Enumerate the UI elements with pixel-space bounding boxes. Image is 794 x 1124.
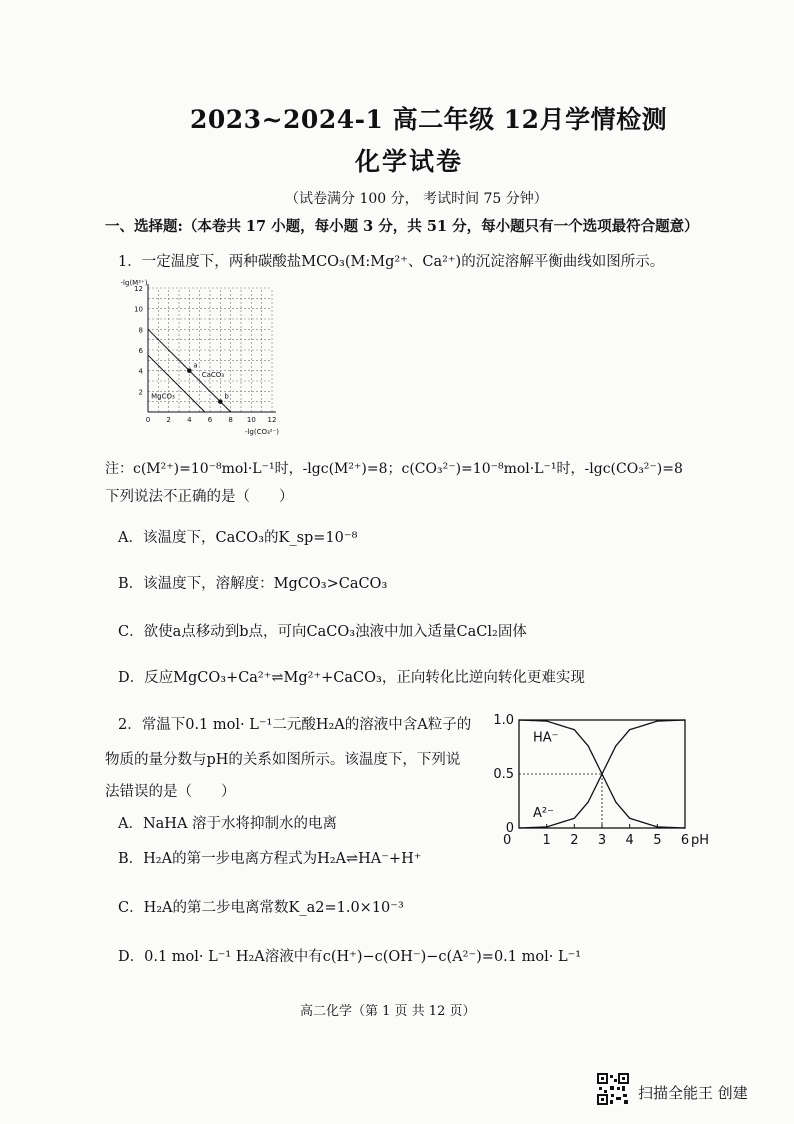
x-tick-label: 6 [680,833,690,848]
x-unit-label: pH [691,833,710,848]
q1-ask: 下列说法不正确的是（ ） [105,489,294,505]
exam-subject: 化学试卷 [355,147,464,176]
a2-label: A²⁻ [533,806,554,822]
y-tick-label: 12 [134,285,143,293]
q1-option-b: B．该温度下，溶解度：MgCO₃>CaCO₃ [118,576,388,592]
q1-option-a: A．该温度下，CaCO₃的K_sp=10⁻⁸ [118,530,358,546]
y-tick-label: 1.0 [493,713,514,728]
q2-option-b: B．H₂A的第一步电离方程式为H₂A⇌HA⁻+H⁺ [118,851,422,867]
q2-line-3: 法错误的是（ ） [105,784,236,800]
y-tick-label: 0 [505,821,514,836]
q2-line-1: 2．常温下0.1 mol· L⁻¹二元酸H₂A的溶液中含A粒子的 [118,717,472,733]
point-b [218,399,223,404]
x-tick-label: 4 [625,833,634,848]
q1-option-c: C．欲使a点移动到b点，可向CaCO₃浊液中加入适量CaCl₂固体 [118,624,527,640]
q1-stem: 1．一定温度下，两种碳酸盐MCO₃(M:Mg²⁺、Ca²⁺)的沉淀溶解平衡曲线如图所示。 [118,254,665,270]
y-axis-label: -lg(M²⁺) [120,279,148,287]
q1-solubility-chart [100,276,290,436]
x-tick-label: 1 [542,833,551,848]
y-tick-label: 6 [138,347,143,355]
point-b-label: b [224,392,229,401]
caco3-label: CaCO₃ [201,370,225,379]
exam-title: 2023~2024-1 高二年级 12月学情检测 [190,105,668,134]
q1-chart-plot [121,279,280,436]
point-a-label: a [193,361,198,370]
q2-chart-plot [493,713,709,848]
x-tick-label: 6 [207,416,213,424]
q1-note: 注：c(M²⁺)=10⁻⁸mol·L⁻¹时，-lgc(M²⁺)=8；c(CO₃²⁻)=10⁻⁸mol·L⁻¹时，-lgc(CO₃²⁻)=8 [105,461,683,477]
q1-option-d: D．反应MgCO₃+Ca²⁺⇌Mg²⁺+CaCO₃，正向转化比逆向转化更难实现 [118,670,585,686]
page-footer: 高二化学（第 1 页 共 12 页） [300,1004,476,1019]
y-tick-label: 4 [138,367,143,376]
q2-option-d: D．0.1 mol· L⁻¹ H₂A溶液中有c(H⁺)−c(OH⁻)−c(A²⁻)=0.1 mol· L⁻¹ [118,949,582,965]
scanner-watermark: 扫描全能王 创建 [638,1084,748,1102]
qr-code-icon [597,1073,629,1105]
x-tick-label: 4 [187,416,192,424]
x-tick-label: 8 [228,416,233,424]
x-axis-label: -lg(CO₃²⁻) [244,428,280,436]
x-tick-label: 3 [597,833,607,848]
y-tick-label: 0.5 [493,767,514,782]
origin-label: 0 [503,833,512,848]
x-tick-label: 5 [653,833,662,848]
exam-meta: （试卷满分 100 分， 考试时间 75 分钟） [285,191,548,207]
mgco3-label: MgCO₃ [151,392,175,401]
point-a [187,368,192,373]
x-tick-label: 2 [166,416,171,424]
q2-line-2: 物质的量分数与pH的关系如图所示。该温度下，下列说 [105,752,461,768]
y-tick-label: 8 [138,326,143,335]
x-tick-label: 12 [267,416,277,424]
section-heading: 一、选择题:（本卷共 17 小题，每小题 3 分，共 51 分，每小题只有一个选项最符合题意） [105,218,699,235]
x-tick-label: 2 [570,833,579,848]
ha-label: HA⁻ [533,730,559,746]
y-tick-label: 10 [134,305,143,314]
x-tick-label: 10 [246,416,256,424]
x-tick-label: 0 [145,416,151,424]
y-tick-label: 2 [138,388,143,397]
q2-option-a: A．NaHA 溶于水将抑制水的电离 [118,816,338,832]
q2-option-c: C．H₂A的第二步电离常数K_a2=1.0×10⁻³ [118,900,404,916]
q2-distribution-chart [485,710,715,855]
